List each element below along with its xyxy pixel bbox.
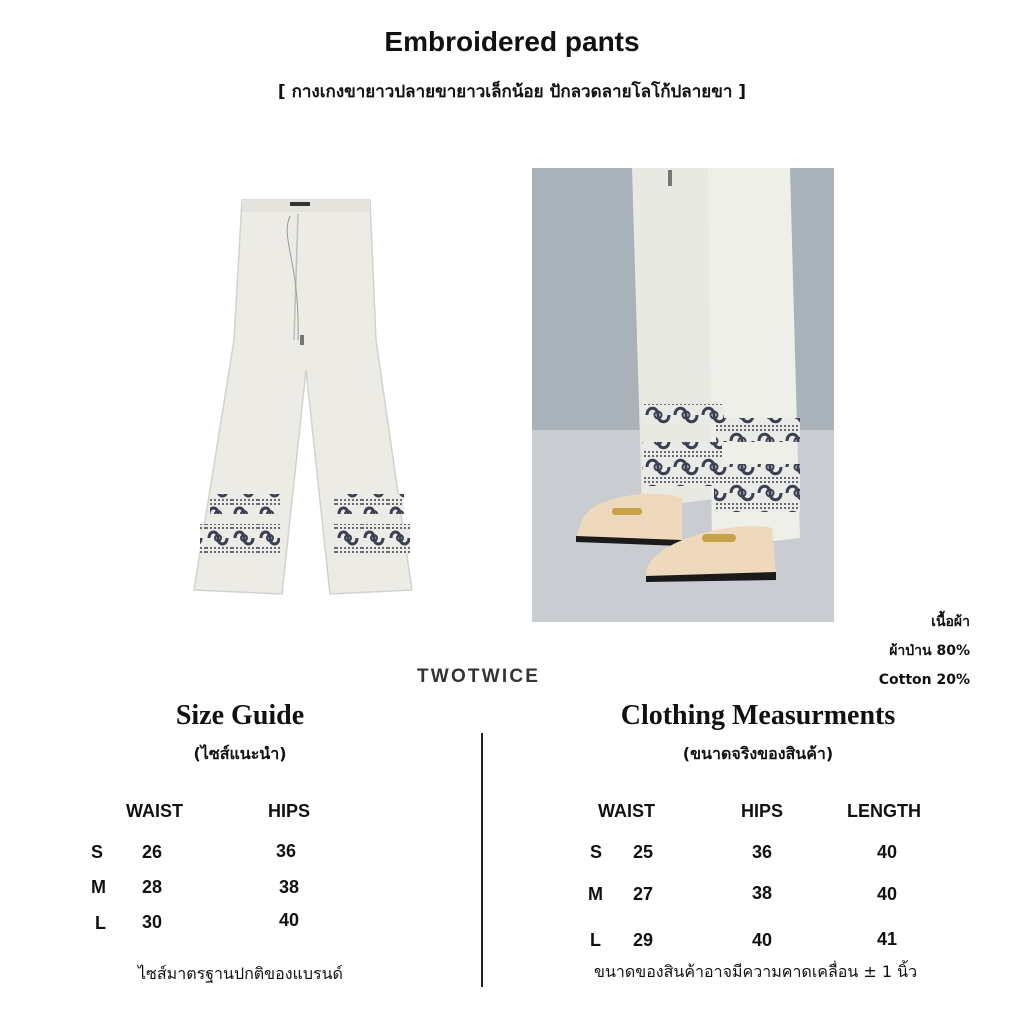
size-guide-row-l-hips: 40	[279, 910, 300, 930]
size-guide-row-l-waist: 30	[142, 912, 163, 932]
measurements-subtitle: (ขนาดจริงของสินค้า)	[682, 744, 834, 763]
measurements-row-m-length: 40	[877, 884, 898, 904]
measurements-header-length: LENGTH	[847, 801, 921, 821]
measurements-row-m-waist: 27	[633, 884, 654, 904]
measurements-row-l-size: L	[590, 930, 601, 950]
measurements-title: Clothing Measurments	[620, 700, 896, 731]
pants-flat-image	[180, 190, 430, 600]
measurements-row-s-hips: 36	[752, 842, 773, 862]
size-guide-header-hips: HIPS	[268, 801, 311, 821]
brand-logo-text: TWOTWICE	[417, 666, 541, 687]
measurements-row-s-length: 40	[877, 842, 898, 862]
measurements-row-m-size: M	[588, 884, 603, 904]
fabric-line-2: Cotton 20%	[878, 672, 970, 688]
size-guide-row-s-hips: 36	[276, 841, 297, 861]
section-divider	[481, 733, 483, 987]
size-guide-note: ไซส์มาตรฐานปกติของแบรนด์	[138, 964, 343, 983]
size-guide-row-m-size: M	[91, 877, 106, 897]
page-title: Embroidered pants	[384, 26, 640, 57]
measurements-row-l-length: 41	[877, 929, 898, 949]
model-photo-image	[532, 168, 834, 622]
size-guide-row-m-waist: 28	[142, 877, 163, 897]
fabric-info	[879, 608, 970, 695]
fabric-line-1: ผ้าป่าน 80%	[889, 643, 970, 659]
fabric-label: เนื้อผ้า	[931, 614, 970, 630]
size-guide-subtitle: (ไซส์แนะนำ)	[193, 744, 287, 763]
measurements-row-m-hips: 38	[752, 883, 773, 903]
page-subtitle: [ กางเกงขายาวปลายขายาวเล็กน้อย ปักลวดลายโลโก้ปลายขา ]	[277, 82, 747, 102]
measurements-row-l-waist: 29	[633, 930, 654, 950]
measurements-row-s-size: S	[590, 842, 603, 862]
size-guide-row-s-waist: 26	[142, 842, 163, 862]
measurements-row-s-waist: 25	[633, 842, 654, 862]
measurements-note: ขนาดของสินค้าอาจมีความคาดเคลื่อน ± 1 นิ้ว	[594, 962, 918, 981]
size-guide-row-m-hips: 38	[279, 877, 300, 897]
size-guide-row-s-size: S	[91, 842, 104, 862]
measurements-row-l-hips: 40	[752, 930, 773, 950]
size-guide-header-waist: WAIST	[126, 801, 183, 821]
size-guide-title: Size Guide	[175, 700, 305, 731]
size-guide-row-l-size: L	[95, 913, 106, 933]
measurements-header-waist: WAIST	[598, 801, 655, 821]
measurements-header-hips: HIPS	[741, 801, 784, 821]
